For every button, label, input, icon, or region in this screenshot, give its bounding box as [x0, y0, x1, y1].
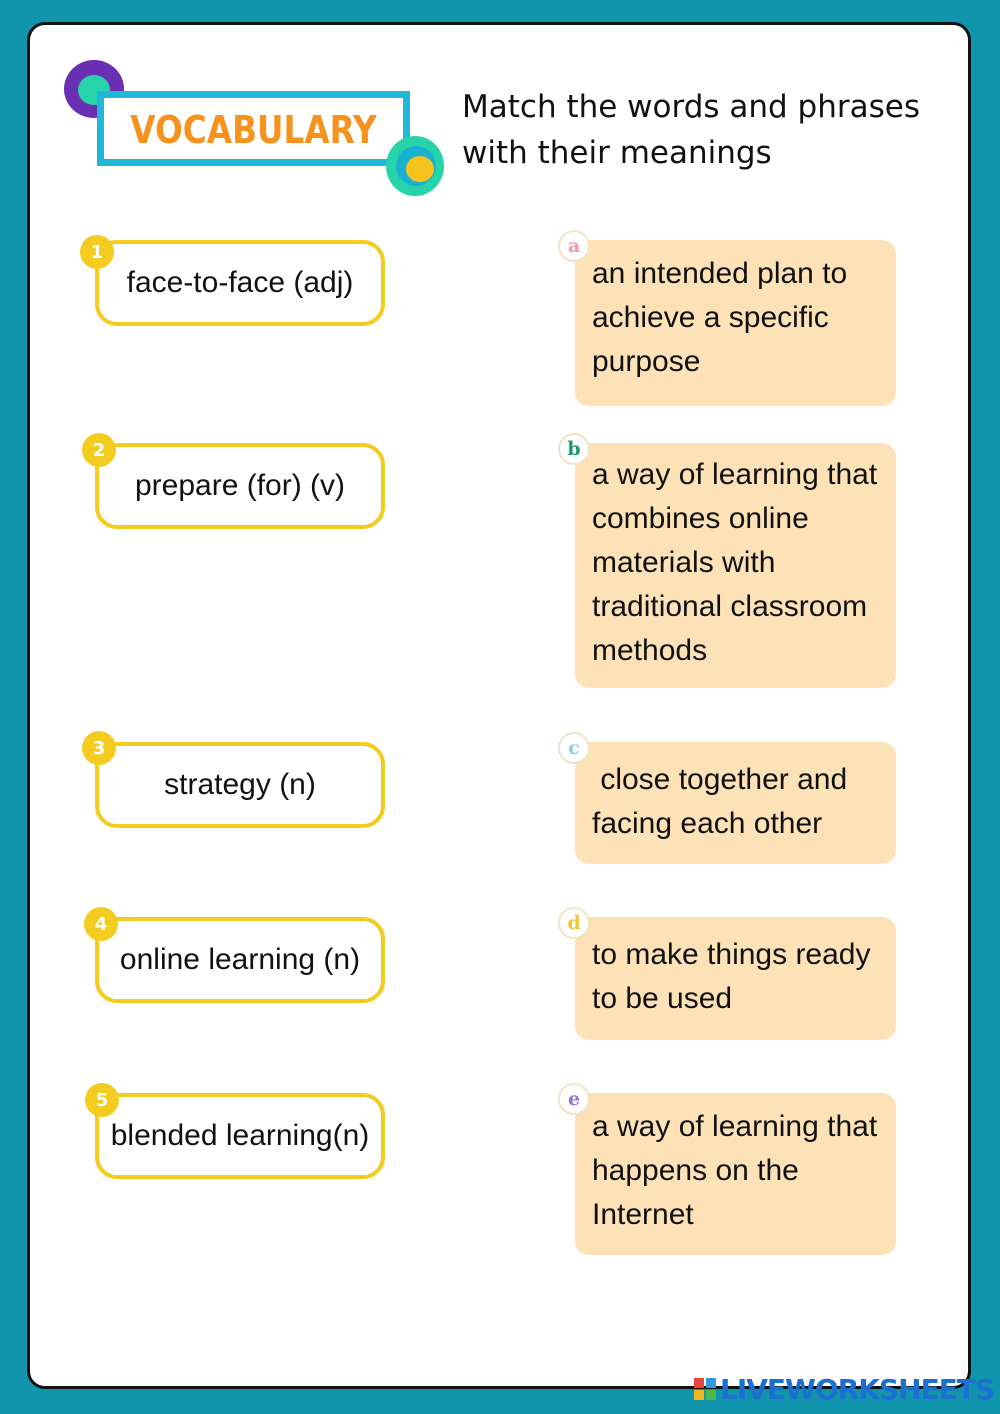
definition-line: a way of learning that [592, 1110, 878, 1143]
definition-card-a[interactable] [575, 240, 896, 406]
definition-line: an intended plan to [592, 257, 848, 290]
definition-line: achieve a specific [592, 301, 829, 334]
term-number-badge: 2 [82, 433, 116, 467]
liveworksheets-icon [694, 1378, 716, 1400]
definition-card-c[interactable] [575, 742, 896, 864]
definition-letter-badge: a [558, 230, 590, 262]
term-number-badge: 4 [84, 907, 118, 941]
term-number-badge: 3 [82, 731, 116, 765]
term-text: online learning (n) [119, 943, 361, 976]
term-box-5[interactable] [95, 1093, 385, 1179]
term-box-3[interactable] [95, 742, 385, 828]
definition-line: purpose [592, 345, 701, 378]
yellow-blob-decoration [406, 156, 434, 182]
term-text: blended learning(n) [110, 1119, 370, 1152]
term-text: strategy (n) [164, 768, 316, 801]
definition-line: materials with [592, 546, 776, 579]
definition-line: Internet [592, 1198, 694, 1231]
definition-line: a way of learning that [592, 458, 878, 491]
instructions-line-2: with their meanings [462, 135, 772, 171]
definition-line: to be used [592, 982, 733, 1015]
definition-line: facing each other [592, 807, 823, 840]
definition-line: close together and [592, 763, 848, 796]
term-box-2[interactable] [95, 443, 385, 529]
definition-letter-badge: d [558, 907, 590, 939]
brand-name: LIVEWORKSHEETS [720, 1372, 995, 1406]
term-box-1[interactable] [95, 240, 385, 326]
definition-letter-badge: e [558, 1083, 590, 1115]
badge-title: VOCABULARY [130, 108, 377, 152]
definition-line: to make things ready [592, 938, 871, 971]
definition-card-d[interactable] [575, 917, 896, 1040]
term-text: prepare (for) (v) [134, 469, 346, 502]
definition-letter-badge: c [558, 732, 590, 764]
badge-frame [97, 91, 410, 166]
definition-line: traditional classroom [592, 590, 868, 623]
definition-line: happens on the [592, 1154, 799, 1187]
term-text: face-to-face (adj) [126, 266, 354, 299]
term-box-4[interactable] [95, 917, 385, 1003]
term-number-badge: 1 [80, 235, 114, 269]
vocabulary-badge [64, 60, 454, 205]
term-number-badge: 5 [85, 1083, 119, 1117]
definition-line: methods [592, 634, 708, 667]
liveworksheets-logo[interactable] [694, 1372, 994, 1406]
definition-card-e[interactable] [575, 1093, 896, 1255]
instructions [462, 84, 942, 176]
definition-card-b[interactable] [575, 443, 896, 688]
definition-line: combines online [592, 502, 809, 535]
instructions-line-1: Match the words and phrases [462, 89, 920, 125]
definition-letter-badge: b [558, 433, 590, 465]
